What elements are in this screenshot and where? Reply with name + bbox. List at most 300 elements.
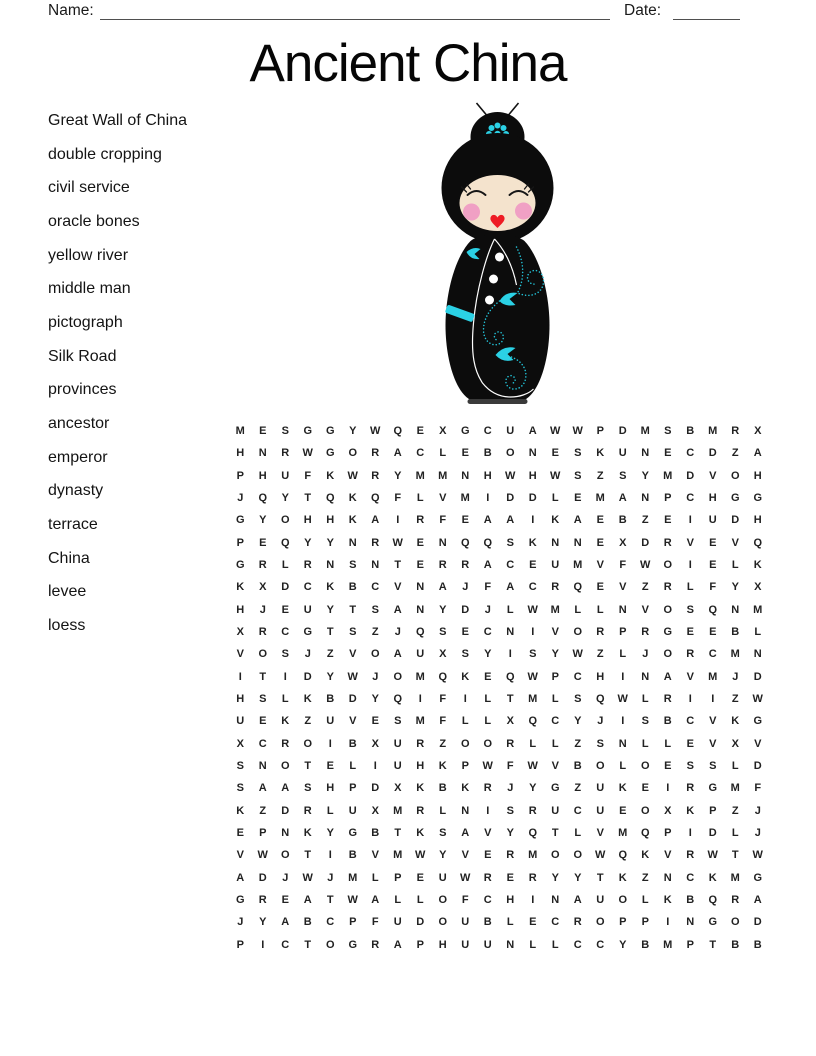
grid-cell[interactable]: Q [708, 894, 718, 907]
grid-cell[interactable]: Q [573, 581, 583, 594]
grid-cell[interactable]: L [326, 804, 334, 817]
grid-cell[interactable]: Q [595, 693, 605, 706]
grid-cell[interactable]: W [347, 670, 358, 683]
grid-cell[interactable]: Y [731, 581, 739, 594]
grid-cell[interactable]: O [303, 737, 313, 750]
grid-cell[interactable]: K [416, 782, 425, 795]
grid-cell[interactable]: S [506, 536, 514, 549]
grid-cell[interactable]: G [753, 871, 763, 884]
grid-cell[interactable]: Y [439, 849, 447, 862]
grid-cell[interactable]: H [708, 492, 717, 505]
grid-cell[interactable]: J [372, 670, 379, 683]
grid-cell[interactable]: E [416, 536, 424, 549]
grid-cell[interactable]: B [686, 425, 695, 438]
grid-cell[interactable]: L [484, 715, 492, 728]
grid-cell[interactable]: I [508, 648, 512, 661]
grid-cell[interactable]: V [349, 715, 357, 728]
grid-cell[interactable]: O [640, 804, 650, 817]
grid-cell[interactable]: C [303, 581, 312, 594]
grid-cell[interactable]: S [259, 693, 267, 706]
grid-cell[interactable]: C [596, 938, 605, 951]
grid-cell[interactable]: J [394, 626, 401, 639]
grid-cell[interactable]: R [663, 536, 672, 549]
grid-cell[interactable]: C [573, 938, 582, 951]
grid-cell[interactable]: M [708, 670, 718, 683]
grid-cell[interactable]: C [506, 559, 515, 572]
grid-cell[interactable]: M [415, 670, 425, 683]
grid-cell[interactable]: M [438, 469, 448, 482]
grid-cell[interactable]: W [527, 670, 538, 683]
grid-cell[interactable]: V [551, 626, 559, 639]
grid-cell[interactable]: F [439, 715, 447, 728]
grid-cell[interactable]: Q [393, 425, 403, 438]
grid-cell[interactable]: C [686, 715, 695, 728]
grid-cell[interactable]: O [258, 648, 268, 661]
grid-cell[interactable]: X [506, 715, 514, 728]
grid-cell[interactable]: N [663, 871, 672, 884]
grid-cell[interactable]: J [507, 782, 514, 795]
grid-cell[interactable]: U [551, 804, 560, 817]
grid-cell[interactable]: U [416, 648, 425, 661]
grid-cell[interactable]: Z [641, 871, 649, 884]
grid-cell[interactable]: L [619, 760, 627, 773]
grid-cell[interactable]: O [550, 849, 560, 862]
grid-cell[interactable]: U [393, 760, 402, 773]
grid-cell[interactable]: P [596, 425, 604, 438]
grid-cell[interactable]: O [280, 760, 290, 773]
grid-cell[interactable]: M [753, 603, 763, 616]
grid-cell[interactable]: W [707, 849, 718, 862]
grid-cell[interactable]: U [438, 871, 447, 884]
grid-cell[interactable]: B [663, 715, 672, 728]
grid-cell[interactable]: O [640, 760, 650, 773]
grid-cell[interactable]: I [328, 849, 332, 862]
grid-cell[interactable]: F [394, 492, 402, 505]
grid-cell[interactable]: E [416, 425, 424, 438]
grid-cell[interactable]: R [416, 514, 425, 527]
grid-cell[interactable]: S [281, 425, 289, 438]
grid-cell[interactable]: F [506, 760, 514, 773]
grid-cell[interactable]: A [483, 514, 492, 527]
grid-cell[interactable]: V [596, 559, 604, 572]
grid-cell[interactable]: R [686, 782, 695, 795]
grid-cell[interactable]: K [303, 693, 312, 706]
grid-cell[interactable]: X [439, 648, 447, 661]
grid-cell[interactable]: Y [259, 514, 267, 527]
grid-cell[interactable]: S [574, 469, 582, 482]
grid-cell[interactable]: W [550, 469, 561, 482]
grid-cell[interactable]: R [686, 648, 695, 661]
grid-cell[interactable]: H [258, 469, 267, 482]
grid-cell[interactable]: S [596, 737, 604, 750]
grid-cell[interactable]: Y [506, 827, 514, 840]
grid-cell[interactable]: K [461, 670, 470, 683]
grid-cell[interactable]: D [303, 670, 312, 683]
grid-cell[interactable]: M [550, 603, 560, 616]
grid-cell[interactable]: H [416, 760, 425, 773]
grid-cell[interactable]: R [258, 894, 267, 907]
grid-cell[interactable]: V [236, 648, 244, 661]
grid-cell[interactable]: R [528, 871, 537, 884]
grid-cell[interactable]: J [327, 871, 334, 884]
grid-cell[interactable]: V [394, 581, 402, 594]
grid-cell[interactable]: N [551, 894, 560, 907]
grid-cell[interactable]: H [236, 447, 245, 460]
grid-cell[interactable]: K [731, 715, 740, 728]
grid-cell[interactable]: B [438, 782, 447, 795]
grid-cell[interactable]: E [461, 447, 469, 460]
grid-cell[interactable]: L [641, 693, 649, 706]
grid-cell[interactable]: L [461, 715, 469, 728]
grid-cell[interactable]: J [484, 603, 491, 616]
grid-cell[interactable]: Q [393, 693, 403, 706]
grid-cell[interactable]: T [551, 827, 559, 840]
grid-cell[interactable]: B [731, 626, 740, 639]
grid-cell[interactable]: I [688, 514, 692, 527]
grid-cell[interactable]: F [619, 559, 627, 572]
grid-cell[interactable]: S [619, 469, 627, 482]
grid-cell[interactable]: K [461, 782, 470, 795]
grid-cell[interactable]: E [236, 827, 244, 840]
grid-cell[interactable]: E [664, 760, 672, 773]
grid-cell[interactable]: E [484, 849, 492, 862]
grid-cell[interactable]: U [708, 514, 717, 527]
grid-cell[interactable]: I [463, 693, 467, 706]
grid-cell[interactable]: Y [349, 425, 357, 438]
grid-cell[interactable]: I [328, 737, 332, 750]
grid-cell[interactable]: K [708, 871, 717, 884]
grid-cell[interactable]: L [641, 894, 649, 907]
grid-cell[interactable]: E [259, 425, 267, 438]
grid-cell[interactable]: O [370, 648, 380, 661]
grid-cell[interactable]: L [371, 871, 379, 884]
grid-cell[interactable]: F [461, 894, 469, 907]
grid-cell[interactable]: E [461, 626, 469, 639]
grid-cell[interactable]: T [326, 626, 334, 639]
grid-cell[interactable]: V [461, 849, 469, 862]
grid-cell[interactable]: C [686, 871, 695, 884]
grid-cell[interactable]: P [236, 469, 244, 482]
grid-cell[interactable]: X [754, 581, 762, 594]
grid-cell[interactable]: W [415, 849, 426, 862]
grid-cell[interactable]: P [664, 492, 672, 505]
grid-cell[interactable]: L [506, 916, 514, 929]
grid-cell[interactable]: G [235, 514, 245, 527]
grid-cell[interactable]: V [754, 737, 762, 750]
grid-cell[interactable]: H [506, 894, 515, 907]
grid-cell[interactable]: C [483, 425, 492, 438]
grid-cell[interactable]: B [348, 849, 357, 862]
grid-cell[interactable]: W [392, 536, 403, 549]
grid-cell[interactable]: C [573, 804, 582, 817]
grid-cell[interactable]: R [371, 447, 380, 460]
grid-cell[interactable]: R [483, 782, 492, 795]
grid-cell[interactable]: G [753, 492, 763, 505]
grid-cell[interactable]: W [527, 760, 538, 773]
grid-cell[interactable]: Y [551, 871, 559, 884]
grid-cell[interactable]: O [280, 849, 290, 862]
grid-cell[interactable]: O [505, 447, 515, 460]
grid-cell[interactable]: G [708, 782, 718, 795]
grid-cell[interactable]: J [282, 871, 289, 884]
grid-cell[interactable]: G [348, 938, 358, 951]
grid-cell[interactable]: V [484, 827, 492, 840]
grid-cell[interactable]: U [596, 782, 605, 795]
grid-cell[interactable]: Z [259, 804, 267, 817]
grid-cell[interactable]: T [506, 693, 514, 706]
grid-cell[interactable]: P [259, 827, 267, 840]
grid-cell[interactable]: Z [641, 514, 649, 527]
grid-cell[interactable]: P [664, 827, 672, 840]
grid-cell[interactable]: Y [439, 603, 447, 616]
grid-cell[interactable]: Q [505, 670, 515, 683]
grid-cell[interactable]: J [754, 804, 761, 817]
grid-cell[interactable]: H [483, 469, 492, 482]
grid-cell[interactable]: N [416, 603, 425, 616]
grid-cell[interactable]: P [709, 804, 717, 817]
grid-cell[interactable]: S [371, 603, 379, 616]
grid-cell[interactable]: G [348, 827, 358, 840]
grid-cell[interactable]: A [371, 514, 380, 527]
grid-cell[interactable]: O [348, 447, 358, 460]
grid-cell[interactable]: U [506, 425, 515, 438]
grid-cell[interactable]: V [664, 849, 672, 862]
grid-cell[interactable]: E [506, 871, 514, 884]
grid-cell[interactable]: I [621, 670, 625, 683]
grid-cell[interactable]: W [347, 894, 358, 907]
grid-cell[interactable]: R [303, 804, 312, 817]
grid-cell[interactable]: N [641, 670, 650, 683]
grid-cell[interactable]: I [531, 514, 535, 527]
grid-cell[interactable]: D [348, 693, 357, 706]
grid-cell[interactable]: L [439, 804, 447, 817]
grid-cell[interactable]: D [708, 447, 717, 460]
grid-cell[interactable]: D [641, 536, 650, 549]
grid-cell[interactable]: Q [483, 536, 493, 549]
grid-cell[interactable]: M [393, 804, 403, 817]
grid-cell[interactable]: D [506, 492, 515, 505]
grid-cell[interactable]: G [753, 715, 763, 728]
grid-cell[interactable]: R [663, 693, 672, 706]
grid-cell[interactable]: Z [439, 737, 447, 750]
grid-cell[interactable]: U [596, 894, 605, 907]
grid-cell[interactable]: L [281, 693, 289, 706]
grid-cell[interactable]: S [281, 648, 289, 661]
grid-cell[interactable]: Y [484, 648, 492, 661]
grid-cell[interactable]: O [438, 894, 448, 907]
grid-cell[interactable]: W [302, 871, 313, 884]
grid-cell[interactable]: C [416, 447, 425, 460]
grid-cell[interactable]: X [731, 737, 739, 750]
grid-cell[interactable]: N [641, 447, 650, 460]
grid-cell[interactable]: N [618, 737, 627, 750]
grid-cell[interactable]: G [325, 447, 335, 460]
grid-cell[interactable]: J [237, 916, 244, 929]
grid-cell[interactable]: P [686, 938, 694, 951]
grid-cell[interactable]: G [325, 425, 335, 438]
grid-cell[interactable]: E [259, 715, 267, 728]
grid-cell[interactable]: S [506, 804, 514, 817]
grid-cell[interactable]: R [371, 536, 380, 549]
grid-cell[interactable]: E [709, 559, 717, 572]
grid-cell[interactable]: I [688, 827, 692, 840]
grid-cell[interactable]: L [619, 648, 627, 661]
grid-cell[interactable]: Q [415, 626, 425, 639]
grid-cell[interactable]: T [304, 849, 312, 862]
grid-cell[interactable]: W [572, 648, 583, 661]
grid-cell[interactable]: F [484, 581, 492, 594]
grid-cell[interactable]: H [753, 514, 762, 527]
grid-cell[interactable]: E [574, 492, 582, 505]
grid-cell[interactable]: H [438, 938, 447, 951]
grid-cell[interactable]: W [550, 425, 561, 438]
grid-cell[interactable]: Y [641, 469, 649, 482]
grid-cell[interactable]: K [663, 894, 672, 907]
grid-cell[interactable]: O [438, 916, 448, 929]
grid-cell[interactable]: L [664, 737, 672, 750]
grid-cell[interactable]: B [326, 693, 335, 706]
grid-cell[interactable]: R [303, 559, 312, 572]
grid-cell[interactable]: Y [326, 670, 334, 683]
grid-cell[interactable]: Y [574, 871, 582, 884]
grid-cell[interactable]: B [573, 760, 582, 773]
grid-cell[interactable]: G [235, 894, 245, 907]
grid-cell[interactable]: N [258, 447, 267, 460]
grid-cell[interactable]: C [551, 916, 560, 929]
grid-cell[interactable]: M [730, 782, 740, 795]
grid-cell[interactable]: G [303, 626, 313, 639]
grid-cell[interactable]: M [528, 693, 538, 706]
grid-cell[interactable]: R [551, 581, 560, 594]
grid-cell[interactable]: I [621, 715, 625, 728]
grid-cell[interactable]: E [371, 715, 379, 728]
grid-cell[interactable]: H [236, 603, 245, 616]
grid-cell[interactable]: A [303, 894, 312, 907]
grid-cell[interactable]: M [235, 425, 245, 438]
grid-cell[interactable]: A [573, 514, 582, 527]
grid-cell[interactable]: B [303, 916, 312, 929]
grid-cell[interactable]: U [551, 559, 560, 572]
grid-cell[interactable]: S [349, 626, 357, 639]
grid-cell[interactable]: W [482, 760, 493, 773]
grid-cell[interactable]: Q [708, 603, 718, 616]
grid-cell[interactable]: Z [304, 715, 312, 728]
grid-cell[interactable]: Z [574, 737, 582, 750]
grid-cell[interactable]: M [415, 715, 425, 728]
grid-cell[interactable]: R [596, 626, 605, 639]
grid-cell[interactable]: F [304, 469, 312, 482]
grid-cell[interactable]: Q [618, 849, 628, 862]
grid-cell[interactable]: P [416, 938, 424, 951]
grid-cell[interactable]: N [506, 938, 515, 951]
grid-cell[interactable]: K [348, 492, 357, 505]
grid-cell[interactable]: O [573, 626, 583, 639]
grid-cell[interactable]: R [281, 737, 290, 750]
grid-cell[interactable]: C [573, 670, 582, 683]
grid-cell[interactable]: T [349, 603, 357, 616]
grid-cell[interactable]: A [393, 648, 402, 661]
grid-cell[interactable]: P [394, 871, 402, 884]
grid-cell[interactable]: Z [731, 804, 739, 817]
grid-cell[interactable]: R [483, 871, 492, 884]
grid-cell[interactable]: I [396, 514, 400, 527]
grid-cell[interactable]: G [663, 626, 673, 639]
grid-cell[interactable]: R [416, 737, 425, 750]
grid-cell[interactable]: O [595, 916, 605, 929]
grid-cell[interactable]: A [573, 894, 582, 907]
grid-cell[interactable]: B [348, 737, 357, 750]
grid-cell[interactable]: X [371, 737, 379, 750]
grid-cell[interactable]: S [439, 626, 447, 639]
grid-cell[interactable]: S [236, 782, 244, 795]
grid-cell[interactable]: U [281, 469, 290, 482]
grid-cell[interactable]: E [596, 581, 604, 594]
grid-cell[interactable]: U [393, 737, 402, 750]
grid-cell[interactable]: R [371, 469, 380, 482]
grid-cell[interactable]: G [730, 492, 740, 505]
grid-cell[interactable]: U [236, 715, 245, 728]
grid-cell[interactable]: X [619, 536, 627, 549]
grid-cell[interactable]: T [709, 938, 717, 951]
grid-cell[interactable]: F [754, 782, 762, 795]
grid-cell[interactable]: E [664, 514, 672, 527]
grid-cell[interactable]: D [753, 760, 762, 773]
grid-cell[interactable]: C [686, 447, 695, 460]
grid-cell[interactable]: K [326, 581, 335, 594]
grid-cell[interactable]: H [596, 670, 605, 683]
grid-cell[interactable]: V [619, 581, 627, 594]
grid-cell[interactable]: S [349, 559, 357, 572]
grid-cell[interactable]: J [642, 648, 649, 661]
grid-cell[interactable]: O [663, 603, 673, 616]
grid-cell[interactable]: B [753, 938, 762, 951]
grid-cell[interactable]: R [416, 804, 425, 817]
grid-cell[interactable]: F [371, 916, 379, 929]
grid-cell[interactable]: V [709, 715, 717, 728]
grid-cell[interactable]: R [438, 559, 447, 572]
grid-cell[interactable]: A [506, 581, 515, 594]
grid-cell[interactable]: A [461, 827, 470, 840]
grid-cell[interactable]: R [641, 626, 650, 639]
grid-cell[interactable]: L [731, 760, 739, 773]
grid-cell[interactable]: R [258, 626, 267, 639]
grid-cell[interactable]: T [394, 559, 402, 572]
grid-cell[interactable]: Z [371, 626, 379, 639]
grid-cell[interactable]: Q [280, 536, 290, 549]
grid-cell[interactable]: W [595, 849, 606, 862]
grid-cell[interactable]: W [752, 693, 763, 706]
grid-cell[interactable]: N [326, 559, 335, 572]
grid-cell[interactable]: U [326, 715, 335, 728]
grid-cell[interactable]: O [393, 670, 403, 683]
grid-cell[interactable]: E [664, 447, 672, 460]
grid-cell[interactable]: M [393, 849, 403, 862]
grid-cell[interactable]: I [238, 670, 242, 683]
grid-cell[interactable]: J [462, 581, 469, 594]
grid-cell[interactable]: E [529, 916, 537, 929]
grid-cell[interactable]: U [618, 447, 627, 460]
grid-cell[interactable]: I [666, 782, 670, 795]
grid-cell[interactable]: I [666, 916, 670, 929]
grid-cell[interactable]: I [531, 894, 535, 907]
grid-cell[interactable]: S [686, 760, 694, 773]
grid-cell[interactable]: D [258, 871, 267, 884]
grid-cell[interactable]: C [551, 715, 560, 728]
grid-cell[interactable]: R [663, 581, 672, 594]
grid-cell[interactable]: C [686, 492, 695, 505]
grid-cell[interactable]: J [237, 492, 244, 505]
grid-cell[interactable]: V [731, 536, 739, 549]
